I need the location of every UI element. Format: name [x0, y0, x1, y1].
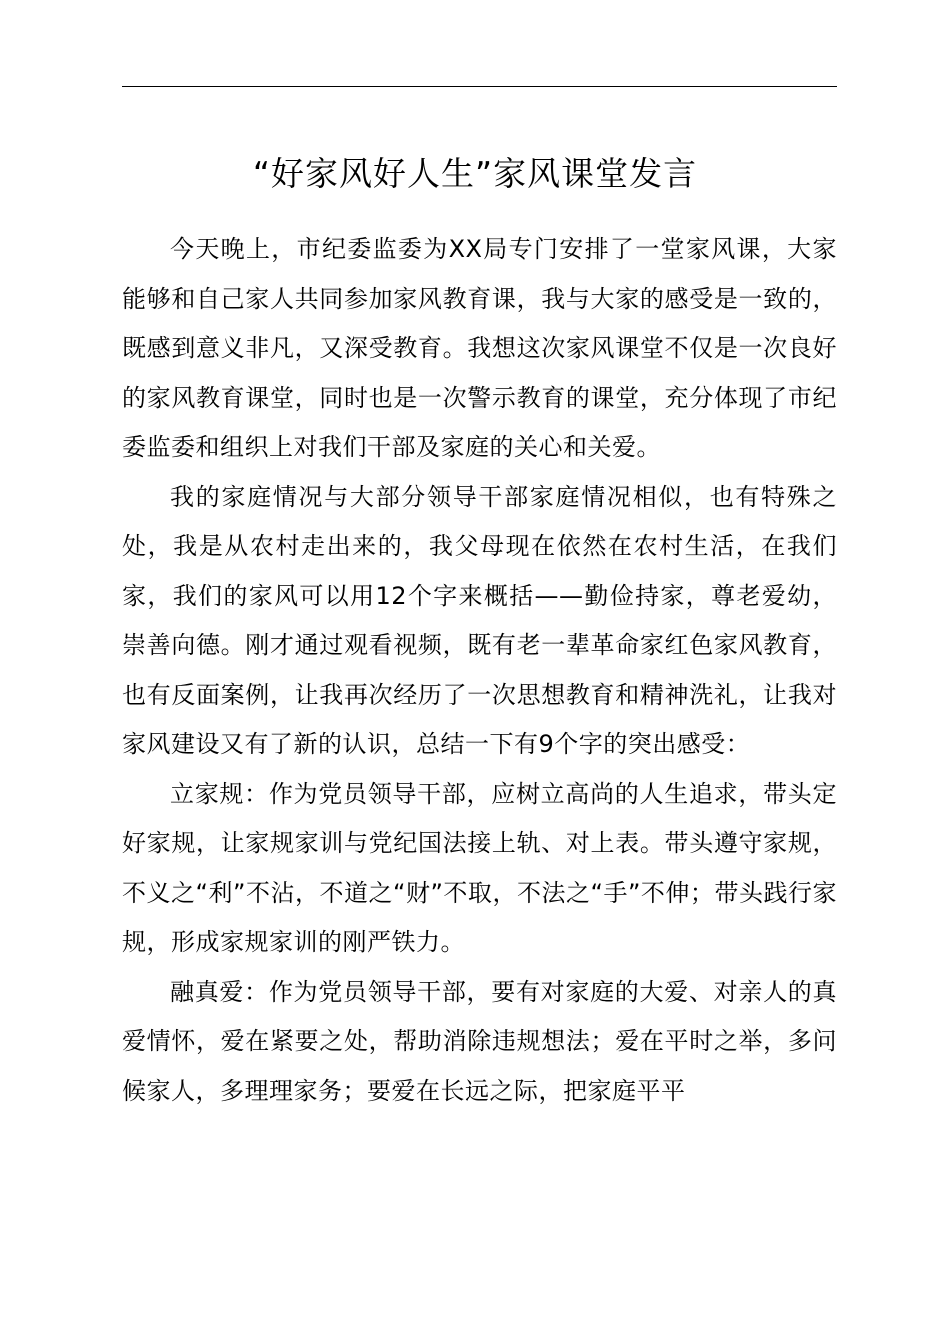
document-title: “好家风好人生”家风课堂发言 [252, 154, 698, 193]
paragraph-3: 立家规：作为党员领导干部，应树立高尚的人生追求，带头定好家规，让家规家训与党纪国法接上轨、对上表。带头遵守家规，不义之“利”不沾，不道之“财”不取，不法之“手”不伸；带头践行家规，形成家规家训的刚严铁力。 [122, 779, 837, 956]
document-body [122, 225, 837, 1116]
paragraph-4: 融真爱：作为党员领导干部，要有对家庭的大爱、对亲人的真爱情怀，爱在紧要之处，帮助消除违规想法；爱在平时之举，多问候家人，多理理家务；要爱在长远之际，把家庭平平 [122, 977, 837, 1105]
header-rule [122, 86, 837, 87]
paragraph-1: 今天晚上，市纪委监委为XX局专门安排了一堂家风课，大家能够和自己家人共同参加家风教育课，我与大家的感受是一致的，既感到意义非凡，又深受教育。我想这次家风课堂不仅是一次良好的家风教育课堂，同时也是一次警示教育的课堂，充分体现了市纪委监委和组织上对我们干部及家庭的关心和关爱。 [122, 235, 837, 461]
paragraph-2: 我的家庭情况与大部分领导干部家庭情况相似，也有特殊之处，我是从农村走出来的，我父母现在依然在农村生活，在我们家，我们的家风可以用12个字来概括——勤俭持家，尊老爱幼，崇善向德。刚才通过观看视频，既有老一辈革命家红色家风教育，也有反面案例，让我再次经历了一次思想教育和精神洗礼，让我对家风建设又有了新的认识，总结一下有9个字的突出感受： [122, 482, 837, 758]
